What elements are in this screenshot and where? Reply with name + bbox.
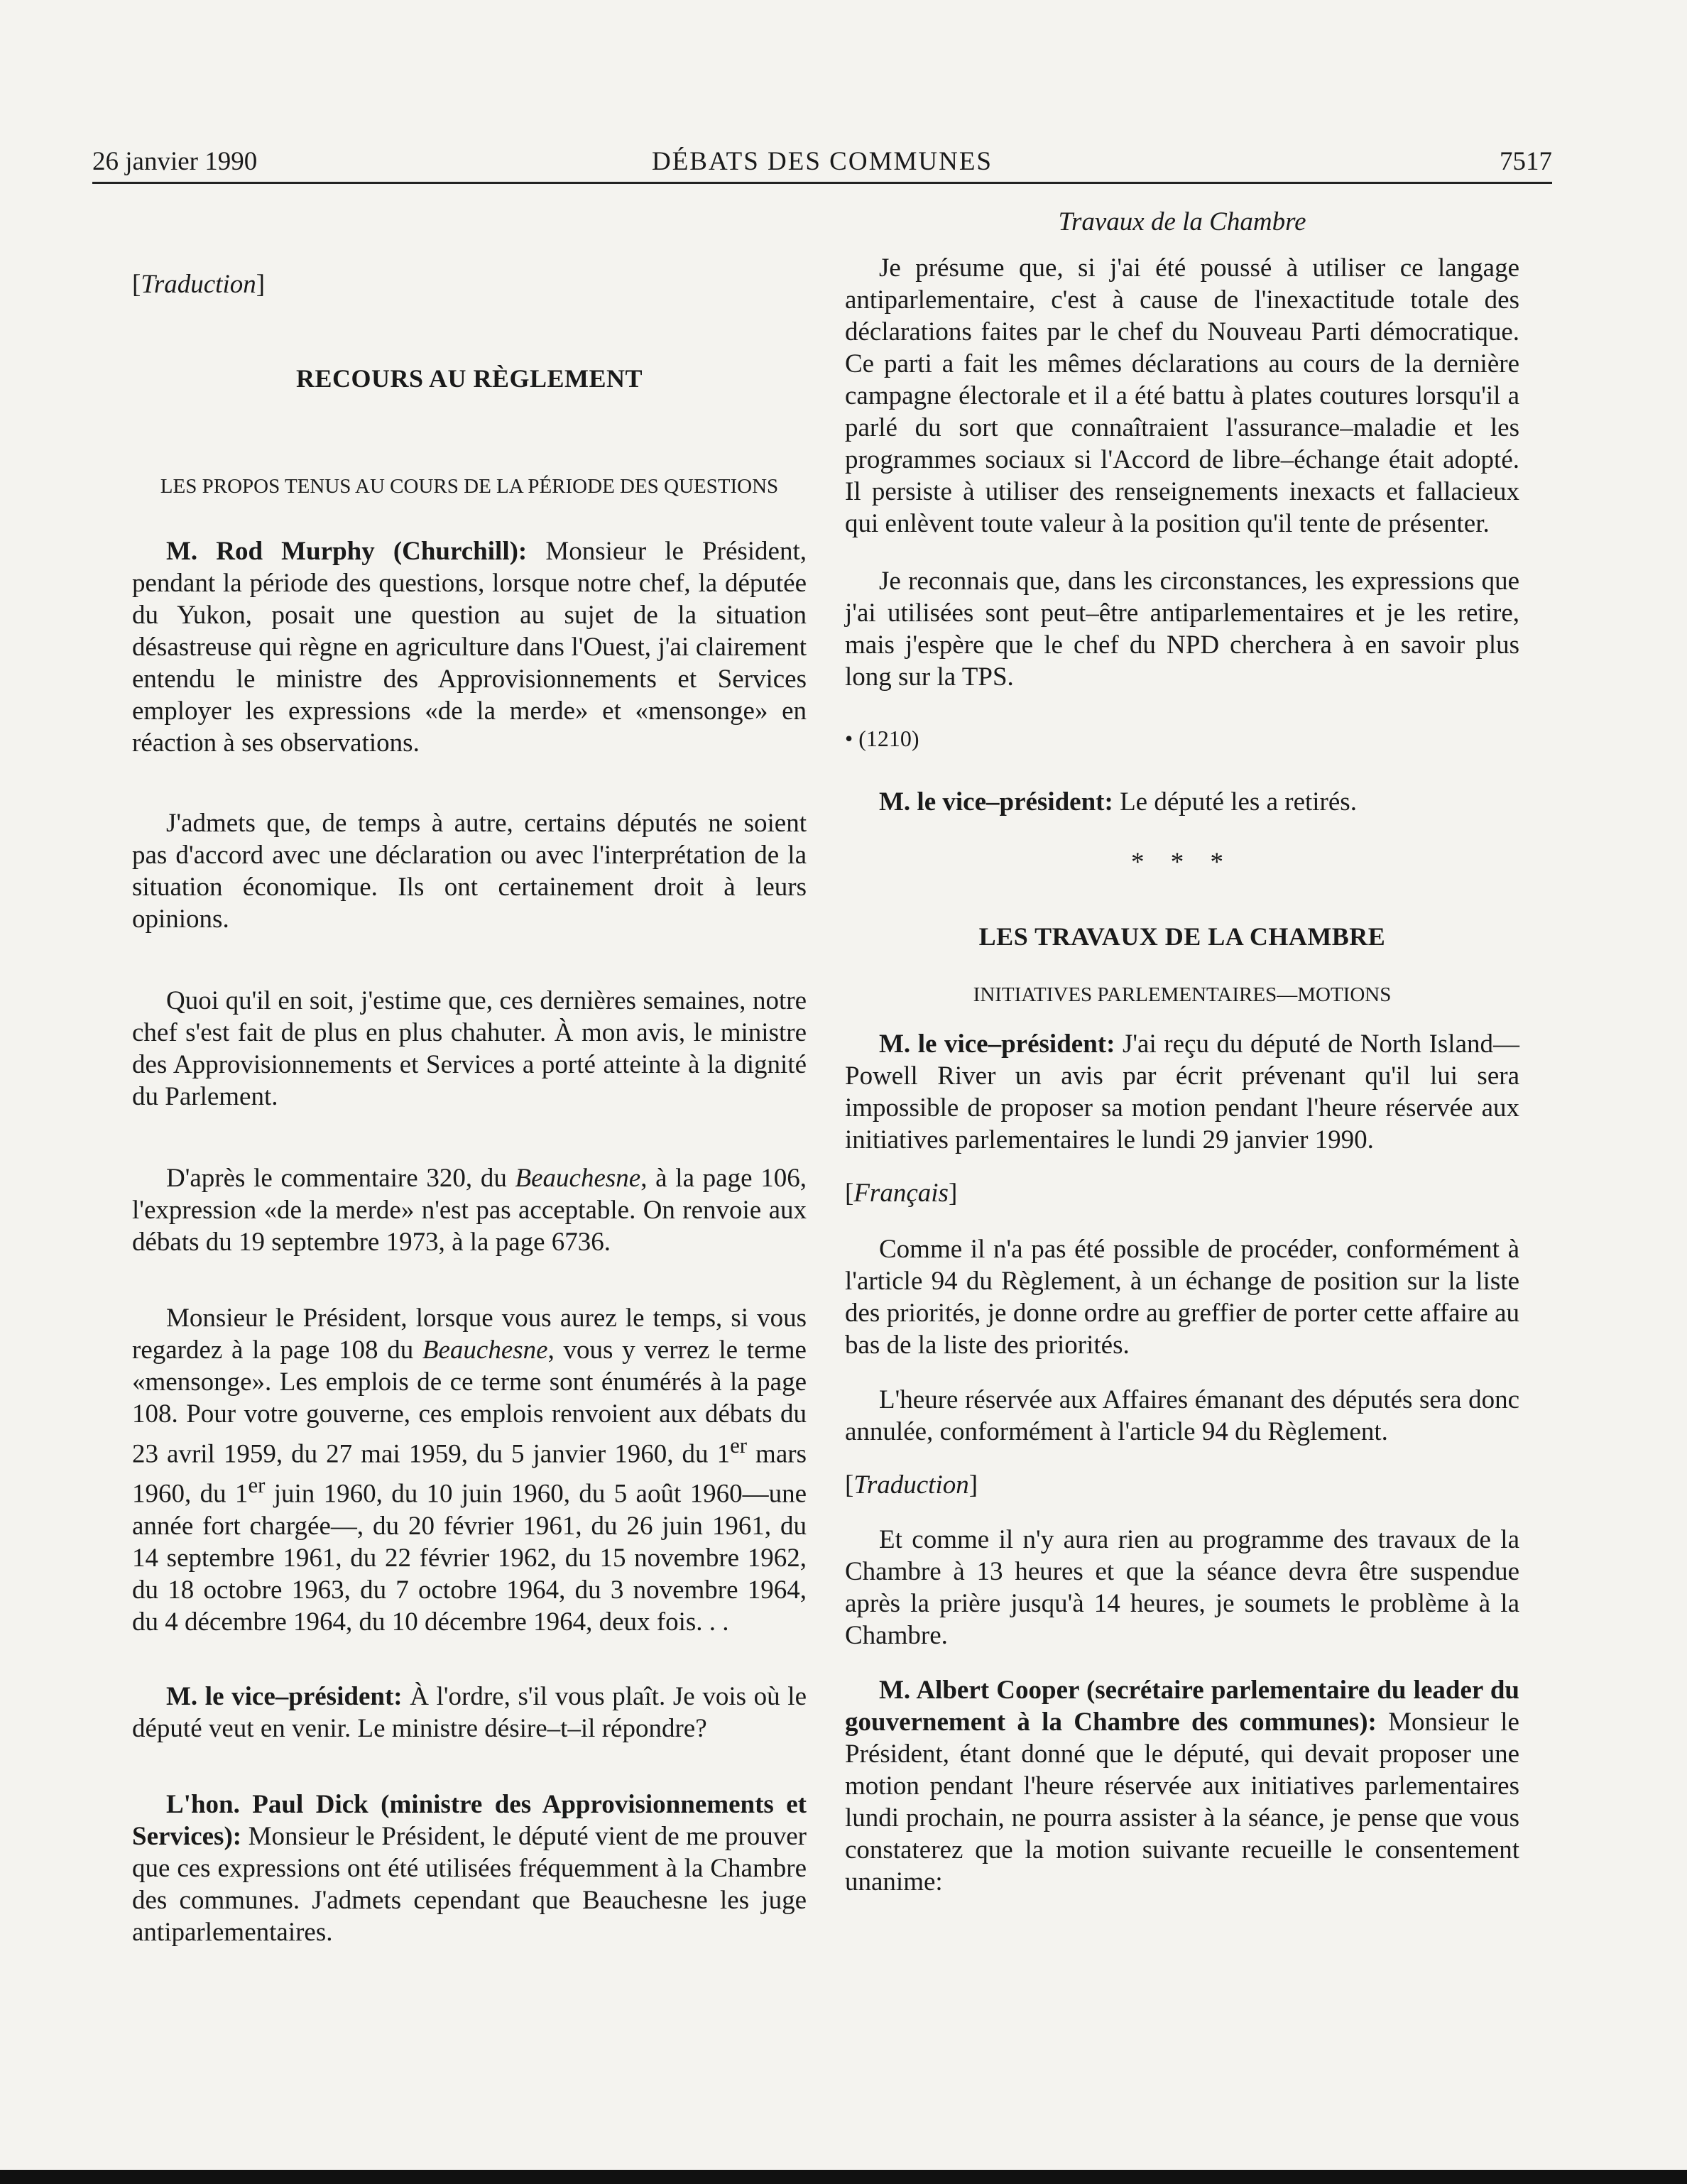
- speech-paragraph: M. le vice–président: Le député les a retirés.: [879, 787, 1357, 817]
- section-subheading: INITIATIVES PARLEMENTAIRES—MOTIONS: [973, 983, 1392, 1006]
- section-subheading: LES PROPOS TENUS AU COURS DE LA PÉRIODE DES QUESTIONS: [160, 475, 779, 498]
- timestamp: • (1210): [845, 726, 919, 751]
- speech-paragraph: Monsieur le Président, lorsque vous aurez le temps, si vous regardez à la page 108 du Beauchesne, vous y verrez le terme «mensonge». Les emplois de ce terme sont énumérés à la page 108. Pour votre gouverne, ces emplois renvoient aux débats du 23 avril 1959, du 27 mai 1959, du 5 janvier 1960, du 1er mars 1960, du 1er juin 1960, du 10 juin 1960, du 5 août 1960—une année fort chargée—, du 20 février 1961, du 26 juin 1961, du 14 septembre 1961, du 22 février 1962, du 15 novembre 1962, du 18 octobre 1963, du 7 octobre 1964, du 3 novembre 1964, du 4 décembre 1964, du 10 décembre 1964, deux fois. . .: [132, 1304, 807, 1637]
- speaker-name: M. le vice–président:: [166, 1681, 403, 1711]
- left-column: [132, 206, 807, 1948]
- speech-paragraph: M. Albert Cooper (secrétaire parlementaire du leader du gouvernement à la Chambre des communes): Monsieur le Président, étant donné que le député, qui devait proposer une motion pendant l'heure réservée aux initiatives parlementaires lundi prochain, ne pourra assister à la séance, je pense que vous constaterez que la motion suivante recueille le consentement unanime:: [845, 1676, 1519, 1896]
- section-separator: * * *: [1131, 848, 1233, 877]
- translation-note: [Traduction]: [132, 270, 266, 299]
- page-header: [92, 142, 1552, 184]
- speaker-name: M. le vice–président:: [879, 1030, 1115, 1059]
- language-note: [Français]: [845, 1179, 958, 1208]
- running-head: Travaux de la Chambre: [1058, 207, 1306, 236]
- scan-border: [0, 2170, 1687, 2184]
- right-column: [845, 206, 1519, 1898]
- speech-paragraph: D'après le commentaire 320, du Beauchesne, à la page 106, l'expression «de la merde» n'est pas acceptable. On renvoie aux débats du 19 septembre 1973, à la page 6736.: [132, 1164, 807, 1257]
- section-heading: RECOURS AU RÈGLEMENT: [295, 364, 643, 393]
- speech-paragraph: M. le vice–président: J'ai reçu du député de North Island—Powell River un avis par écrit prévenant qu'il lui sera impossible de proposer sa motion pendant l'heure réservée aux initiatives parlementaires le lundi 29 janvier 1990.: [845, 1030, 1519, 1154]
- speech-paragraph: J'admets que, de temps à autre, certains députés ne soient pas d'accord avec une déclaration ou avec l'interprétation de la situation économique. Ils ont certainement droit à leurs opinions.: [132, 809, 807, 934]
- speech-paragraph: Comme il n'a pas été possible de procéder, conformément à l'article 94 du Règlement, à un échange de position sur la liste des priorités, je donne ordre au greffier de porter cette affaire au bas de la liste des priorités.: [845, 1235, 1519, 1360]
- speaker-name: L'hon. Paul Dick (ministre des Approvisionnements et Services):: [132, 1789, 807, 1851]
- header-title: DÉBATS DES COMMUNES: [651, 147, 993, 176]
- speech-paragraph: M. le vice–président: À l'ordre, s'il vous plaît. Je vois où le député veut en venir. Le ministre désire–t–il répondre?: [132, 1681, 807, 1743]
- speaker-name: M. Rod Murphy (Churchill):: [166, 537, 528, 566]
- speech-paragraph: Et comme il n'y aura rien au programme des travaux de la Chambre à 13 heures et que la séance devra être suspendue après la prière jusqu'à 14 heures, je soumets le problème à la Chambre.: [845, 1525, 1519, 1650]
- speech-paragraph: Je reconnais que, dans les circonstances, les expressions que j'ai utilisées sont peut–être antiparlementaires et je les retire, mais j'espère que le chef du NPD cherchera à en savoir plus long sur la TPS.: [845, 567, 1519, 692]
- speaker-name: M. le vice–président:: [879, 787, 1113, 817]
- header-page-number: 7517: [1500, 147, 1552, 176]
- speaker-name: M. Albert Cooper (secrétaire parlementaire du leader du gouvernement à la Chambre des communes):: [845, 1676, 1519, 1737]
- header-date: 26 janvier 1990: [92, 147, 258, 176]
- speech-paragraph: L'heure réservée aux Affaires émanant des députés sera donc annulée, conformément à l'article 94 du Règlement.: [845, 1385, 1519, 1446]
- section-heading: LES TRAVAUX DE LA CHAMBRE: [978, 922, 1386, 951]
- speech-paragraph: L'hon. Paul Dick (ministre des Approvisionnements et Services): Monsieur le Président, le député vient de me prouver que ces expressions ont été utilisées fréquemment à la Chambre des communes. J'admets cependant que Beauchesne les juge antiparlementaires.: [132, 1789, 807, 1947]
- speech-paragraph: Quoi qu'il en soit, j'estime que, ces dernières semaines, notre chef s'est fait de plus en plus chahuter. À mon avis, le ministre des Approvisionnements et Services a porté atteinte à la dignité du Parlement.: [132, 986, 807, 1111]
- speech-paragraph: M. Rod Murphy (Churchill): Monsieur le Président, pendant la période des questions, lorsque notre chef, la députée du Yukon, posait une question au sujet de la situation désastreuse qui règne en agriculture dans l'Ouest, j'ai clairement entendu le ministre des Approvisionnements et Services employer les expressions «de la merde» et «mensonge» en réaction à ses observations.: [132, 537, 807, 758]
- translation-note: [Traduction]: [845, 1470, 978, 1500]
- speech-paragraph: Je présume que, si j'ai été poussé à utiliser ce langage antiparlementaire, c'est à cause de l'inexactitude totale des déclarations faites par le chef du Nouveau Parti démocratique. Ce parti a fait les mêmes déclarations au cours de la dernière campagne électorale et il a été battu à plates coutures lorsqu'il a parlé du sort que connaîtraient l'assurance–maladie et les programmes sociaux si l'Accord de libre–échange était adopté. Il persiste à utiliser des renseignements inexacts et fallacieux qui enlèvent toute valeur à la position qu'il tente de présenter.: [845, 253, 1519, 538]
